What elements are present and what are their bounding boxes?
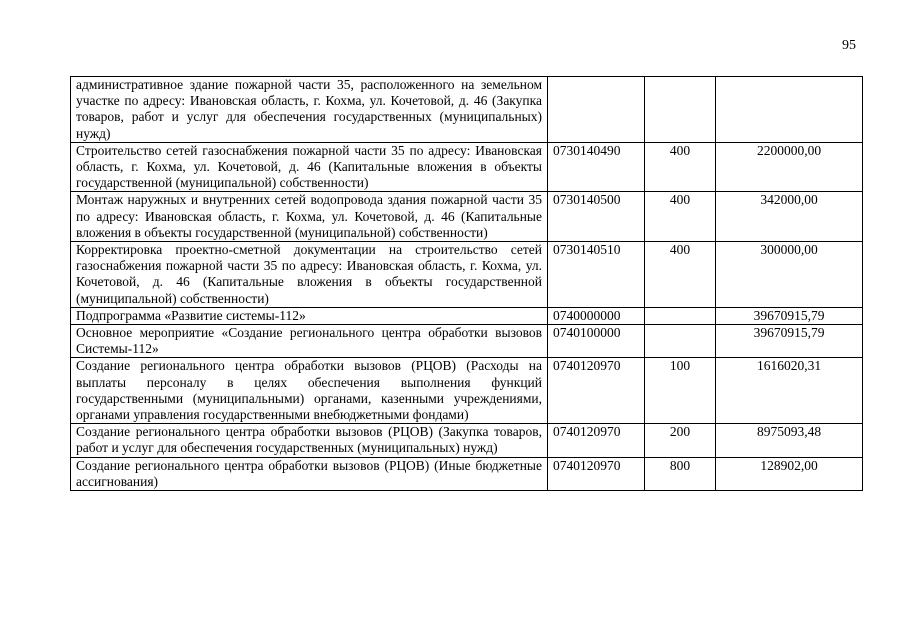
amount: 8975093,48 [716, 424, 863, 457]
amount: 342000,00 [716, 192, 863, 242]
table-row [71, 358, 863, 424]
expense-description: Создание регионального центра обработки вызовов (РЦОВ) (Расходы на выплаты персоналу в целях обеспечения выполнения функций государственными (муниципальными) органами, казенными учреждениями, органами управления государственными внебюджетными фондами) [71, 358, 548, 424]
table-row [71, 424, 863, 457]
target-article-code: 0730140490 [548, 142, 645, 192]
budget-table [70, 76, 863, 491]
table-row [71, 325, 863, 358]
expense-description: Создание регионального центра обработки вызовов (РЦОВ) (Иные бюджетные ассигнования) [71, 457, 548, 490]
target-article-code [548, 77, 645, 143]
expense-type-code [645, 77, 716, 143]
target-article-code: 0740120970 [548, 358, 645, 424]
target-article-code: 0740120970 [548, 457, 645, 490]
amount: 300000,00 [716, 242, 863, 308]
expense-type-code: 400 [645, 142, 716, 192]
expense-type-code: 200 [645, 424, 716, 457]
amount: 39670915,79 [716, 325, 863, 358]
table-row [71, 142, 863, 192]
target-article-code: 0740000000 [548, 307, 645, 324]
table-row [71, 457, 863, 490]
expense-description: Подпрограмма «Развитие системы-112» [71, 307, 548, 324]
target-article-code: 0730140510 [548, 242, 645, 308]
target-article-code: 0740100000 [548, 325, 645, 358]
expense-description: Монтаж наружных и внутренних сетей водопровода здания пожарной части 35 по адресу: Ивановская область, г. Кохма, ул. Кочетовой, д. 46 (Капитальные вложения в объекты государственной (муниципальной) собственности) [71, 192, 548, 242]
expense-type-code [645, 307, 716, 324]
expense-type-code: 400 [645, 242, 716, 308]
amount: 1616020,31 [716, 358, 863, 424]
target-article-code: 0740120970 [548, 424, 645, 457]
amount: 128902,00 [716, 457, 863, 490]
expense-type-code [645, 325, 716, 358]
table-row [71, 192, 863, 242]
expense-description: Корректировка проектно-сметной документации на строительство сетей газоснабжения пожарной части 35 по адресу: Ивановская область, г. Кохма, ул. Кочетовой, д. 46 (Капитальные вложения в объекты государственной (муниципальной) собственности) [71, 242, 548, 308]
page-number: 95 [842, 38, 856, 53]
expense-type-code: 800 [645, 457, 716, 490]
expense-description: Строительство сетей газоснабжения пожарной части 35 по адресу: Ивановская область, г. Кохма, ул. Кочетовой, д. 46 (Капитальные вложения в объекты государственной (муниципальной) собственности) [71, 142, 548, 192]
table-row [71, 307, 863, 324]
amount [716, 77, 863, 143]
expense-description: административное здание пожарной части 35, расположенного на земельном участке по адресу: Ивановская область, г. Кохма, ул. Кочетовой, д. 46 (Закупка товаров, работ и услуг для обеспечения государственных (муниципальных) нужд) [71, 77, 548, 143]
table-row [71, 77, 863, 143]
amount: 39670915,79 [716, 307, 863, 324]
expense-type-code: 100 [645, 358, 716, 424]
expense-description: Создание регионального центра обработки вызовов (РЦОВ) (Закупка товаров, работ и услуг для обеспечения государственных (муниципальных) нужд) [71, 424, 548, 457]
expense-type-code: 400 [645, 192, 716, 242]
amount: 2200000,00 [716, 142, 863, 192]
expense-description: Основное мероприятие «Создание регионального центра обработки вызовов Системы-112» [71, 325, 548, 358]
target-article-code: 0730140500 [548, 192, 645, 242]
table-row [71, 242, 863, 308]
